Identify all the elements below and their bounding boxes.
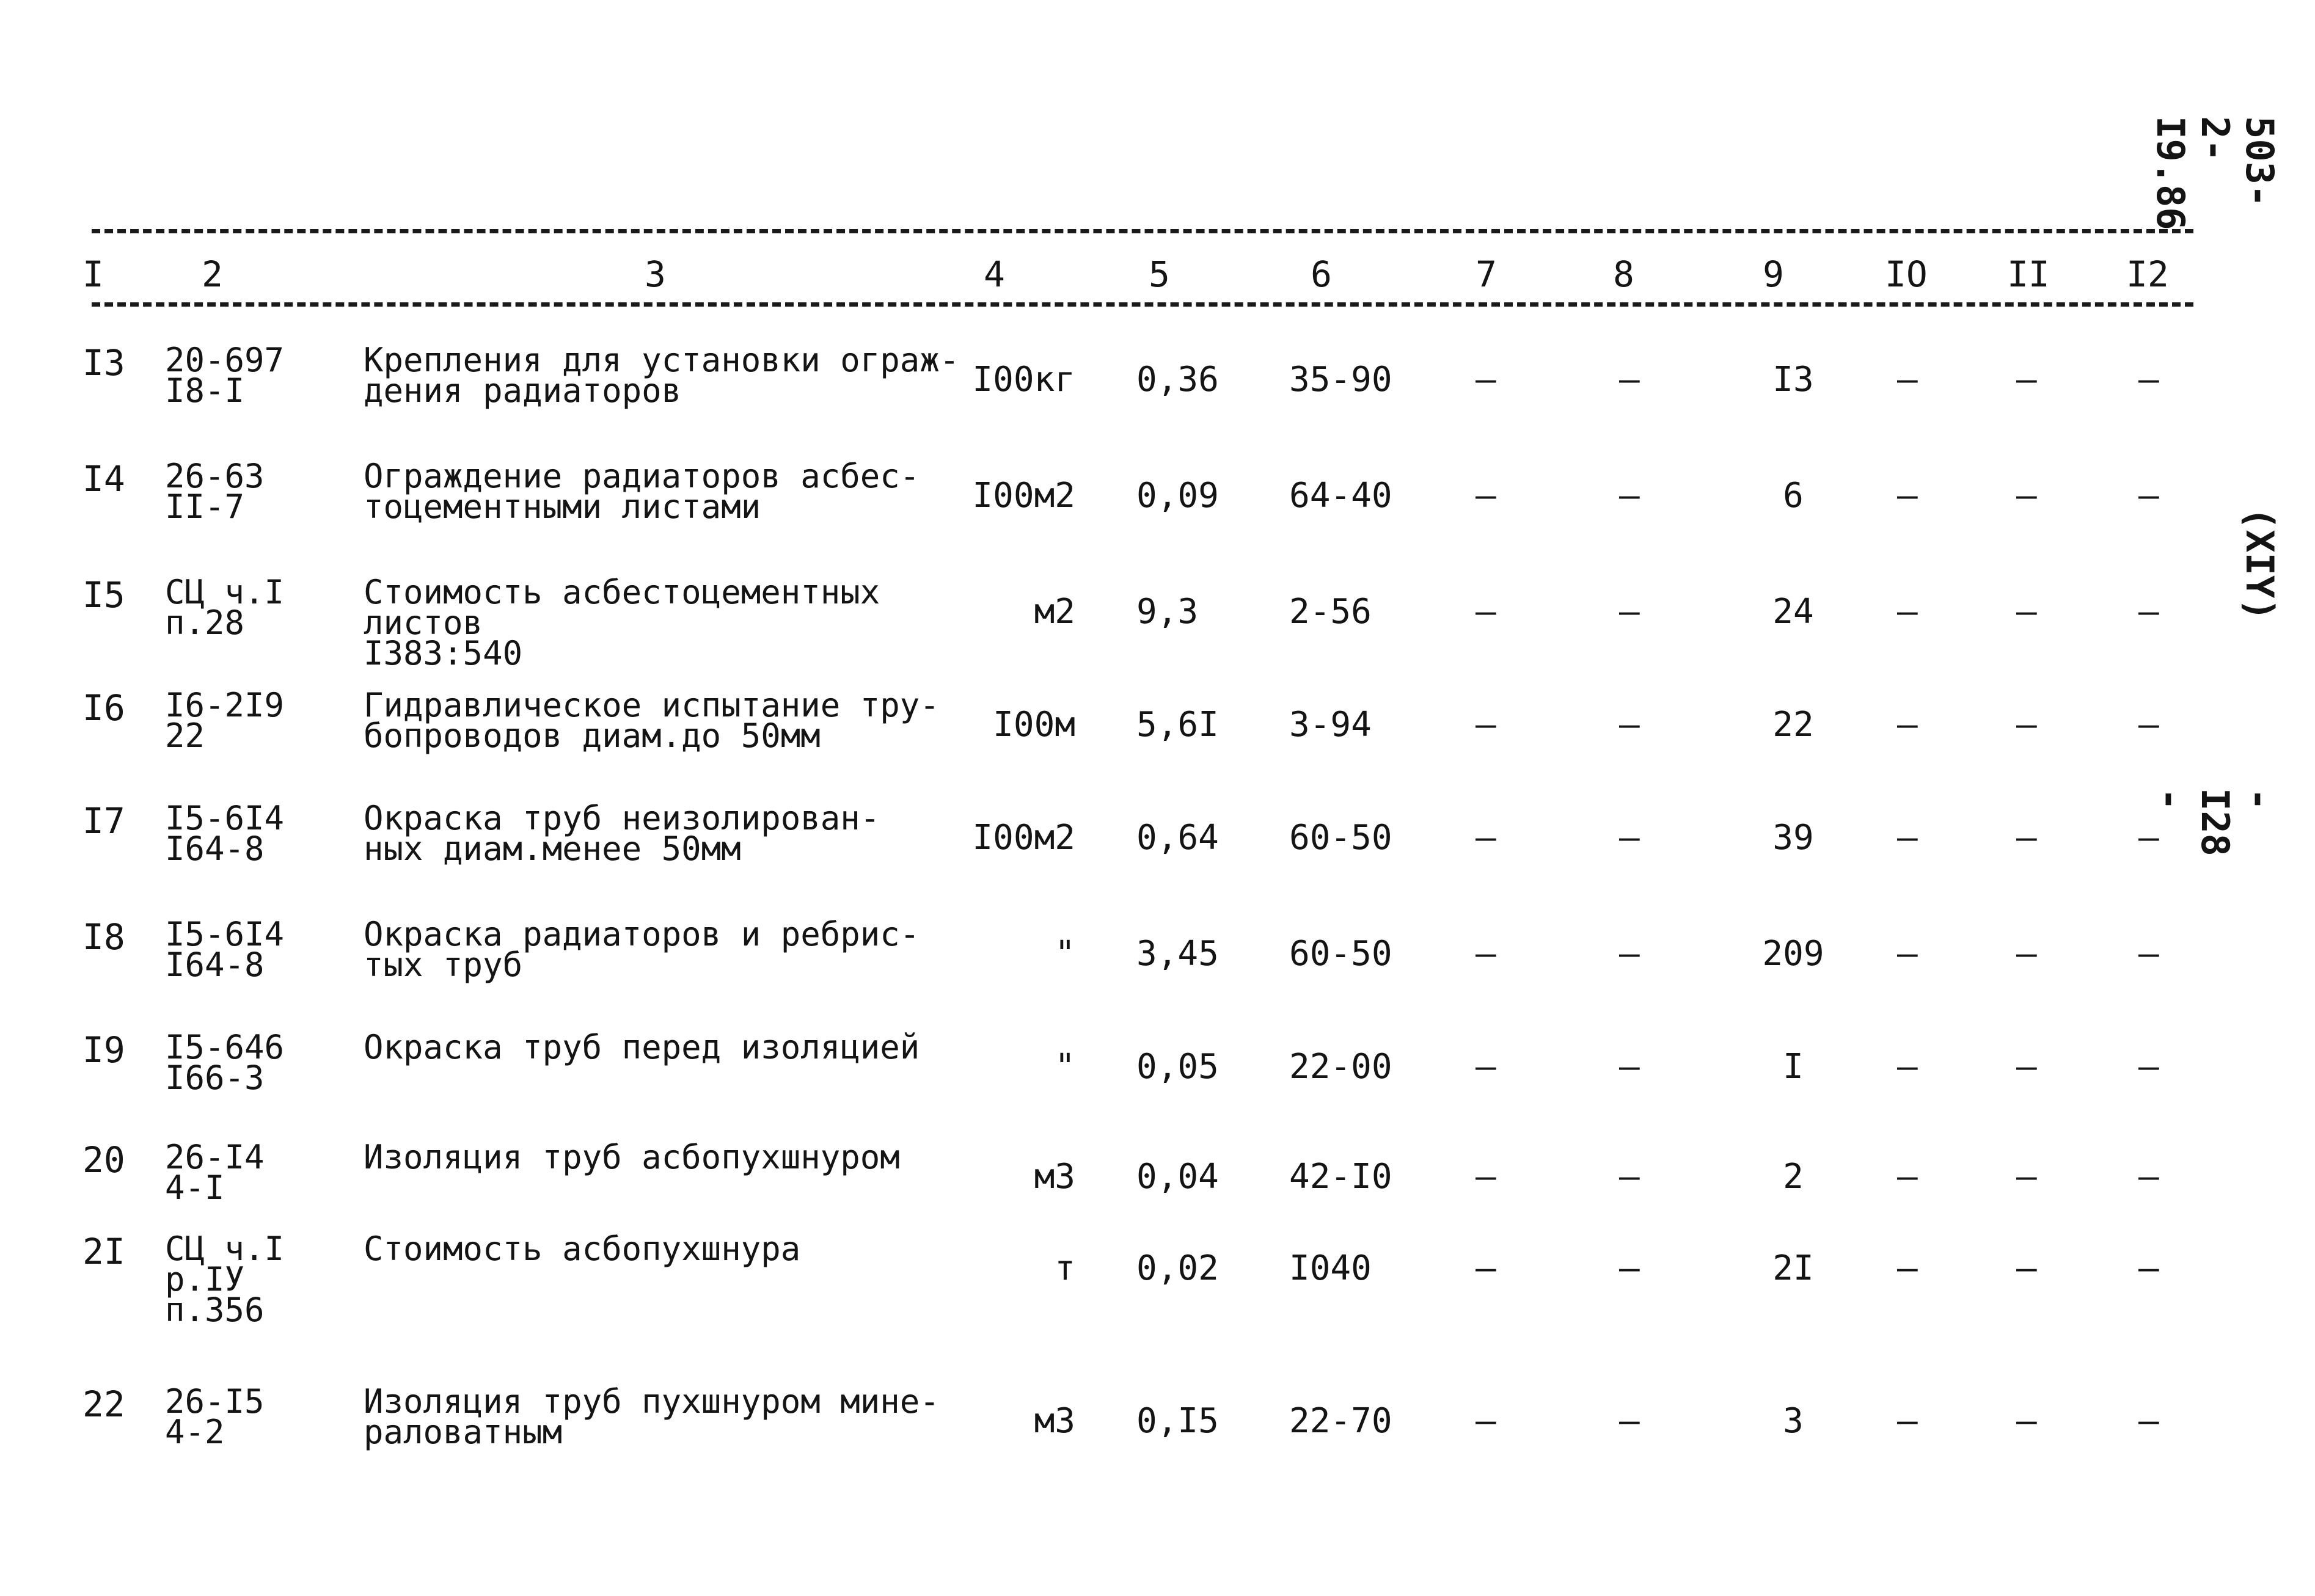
row-description-line: бопроводов диам.до 50мм xyxy=(364,716,821,755)
row-quantity: 0,02 xyxy=(1136,1248,1219,1288)
row-col10: – xyxy=(1897,1157,1918,1197)
col-header-1: I xyxy=(82,253,104,295)
row-col12: – xyxy=(2138,818,2159,858)
row-col10: – xyxy=(1897,592,1918,632)
row-description-line: Изоляция труб асбопухшнуром xyxy=(364,1138,900,1176)
row-number: I4 xyxy=(82,458,125,500)
row-unit-price: 60-50 xyxy=(1289,818,1392,858)
row-code-line: I64-8 xyxy=(165,829,265,868)
row-col9: I xyxy=(1783,1047,1804,1087)
col-header-9: 9 xyxy=(1763,253,1784,295)
row-description-line: Изоляция труб пухшнуром мине- xyxy=(364,1382,940,1421)
row-number: I3 xyxy=(82,342,125,384)
row-col8: – xyxy=(1619,1248,1640,1288)
row-quantity: 0,I5 xyxy=(1136,1401,1219,1441)
row-col9: 24 xyxy=(1772,592,1814,632)
row-code-line: II-7 xyxy=(165,487,245,526)
row-col12: – xyxy=(2138,934,2159,974)
row-col10: – xyxy=(1897,1401,1918,1441)
row-code-line: I5-646 xyxy=(165,1028,285,1066)
row-description-line: Гидравлическое испытание тру- xyxy=(364,686,940,724)
row-quantity: 0,64 xyxy=(1136,818,1219,858)
row-col11: – xyxy=(2016,1401,2037,1441)
row-description-line: тоцементными листами xyxy=(364,487,761,526)
row-code-line: р.IУ xyxy=(165,1260,245,1299)
row-description-line: Крепления для установки ограж- xyxy=(364,341,960,379)
row-col7: – xyxy=(1476,1248,1496,1288)
row-description-line: листов xyxy=(364,603,483,642)
row-code-line: 22 xyxy=(165,716,205,755)
side-page-number: - I28 - xyxy=(2148,788,2282,856)
side-doc-code: 503-2-I9.86 xyxy=(2148,116,2282,230)
row-number: I9 xyxy=(82,1029,125,1071)
row-col10: – xyxy=(1897,934,1918,974)
row-unit-price: I040 xyxy=(1289,1248,1372,1288)
row-unit: I00м2 xyxy=(972,818,1075,858)
col-header-4: 4 xyxy=(984,253,1005,295)
side-section: (XIY) xyxy=(2237,507,2282,621)
header-bottom-rule xyxy=(92,302,2193,307)
row-code-line: I6-2I9 xyxy=(165,686,285,724)
row-col12: – xyxy=(2138,705,2159,745)
row-col7: – xyxy=(1476,705,1496,745)
row-quantity: 3,45 xyxy=(1136,934,1219,974)
row-col11: – xyxy=(2016,1157,2037,1197)
row-description-line: тых труб xyxy=(364,946,523,984)
row-col10: – xyxy=(1897,1047,1918,1087)
col-header-8: 8 xyxy=(1613,253,1634,295)
row-col11: – xyxy=(2016,934,2037,974)
row-number: I7 xyxy=(82,800,125,842)
row-col11: – xyxy=(2016,818,2037,858)
row-unit: м3 xyxy=(1034,1401,1075,1441)
row-col11: – xyxy=(2016,1248,2037,1288)
row-col7: – xyxy=(1476,818,1496,858)
row-col9: 22 xyxy=(1772,705,1814,745)
row-col9: 209 xyxy=(1762,934,1824,974)
row-col7: – xyxy=(1476,934,1496,974)
col-header-3: 3 xyxy=(645,253,666,295)
row-col10: – xyxy=(1897,818,1918,858)
row-description-line: Окраска труб неизолирован- xyxy=(364,799,880,837)
row-unit-price: 2-56 xyxy=(1289,592,1372,632)
row-number: 22 xyxy=(82,1383,125,1425)
row-unit: I00м xyxy=(993,705,1075,745)
row-unit: " xyxy=(1055,1047,1075,1087)
row-col8: – xyxy=(1619,1047,1640,1087)
row-code-line: I5-6I4 xyxy=(165,915,285,953)
row-unit-price: 3-94 xyxy=(1289,705,1372,745)
row-col11: – xyxy=(2016,476,2037,516)
col-header-7: 7 xyxy=(1476,253,1497,295)
row-col11: – xyxy=(2016,592,2037,632)
row-code-line: СЦ ч.I xyxy=(165,573,285,611)
header-top-rule xyxy=(92,229,2193,233)
col-header-6: 6 xyxy=(1311,253,1332,295)
row-col10: – xyxy=(1897,1248,1918,1288)
row-col12: – xyxy=(2138,1248,2159,1288)
row-quantity: 0,36 xyxy=(1136,360,1219,399)
row-col7: – xyxy=(1476,1047,1496,1087)
row-description-line: Окраска радиаторов и ребрис- xyxy=(364,915,920,953)
row-unit: м2 xyxy=(1034,592,1075,632)
row-unit-price: 35-90 xyxy=(1289,360,1392,399)
row-quantity: 0,04 xyxy=(1136,1157,1219,1197)
row-description-line: Стоимость асбопухшнура xyxy=(364,1230,801,1268)
row-unit-price: 60-50 xyxy=(1289,934,1392,974)
row-col8: – xyxy=(1619,360,1640,399)
row-col10: – xyxy=(1897,360,1918,399)
row-code-line: 26-I4 xyxy=(165,1138,265,1176)
row-unit: " xyxy=(1055,934,1075,974)
row-description-line: Окраска труб перед изоляцией xyxy=(364,1028,920,1066)
row-col12: – xyxy=(2138,1047,2159,1087)
row-unit: т xyxy=(1055,1248,1075,1288)
row-col9: 2I xyxy=(1772,1248,1814,1288)
row-quantity: 9,3 xyxy=(1136,592,1199,632)
row-description-line: Ограждение радиаторов асбес- xyxy=(364,457,920,495)
row-unit: I00м2 xyxy=(972,476,1075,516)
row-unit: I00кг xyxy=(972,360,1075,399)
row-code-line: 26-63 xyxy=(165,457,265,495)
row-col8: – xyxy=(1619,1401,1640,1441)
row-description-line: дения радиаторов xyxy=(364,371,682,410)
row-col8: – xyxy=(1619,934,1640,974)
row-code-line: СЦ ч.I xyxy=(165,1230,285,1268)
col-header-10: IO xyxy=(1885,253,1928,295)
row-col11: – xyxy=(2016,705,2037,745)
row-unit-price: 22-70 xyxy=(1289,1401,1392,1441)
row-code-line: I66-3 xyxy=(165,1059,265,1097)
row-col9: 3 xyxy=(1783,1401,1804,1441)
row-col9: 2 xyxy=(1783,1157,1804,1197)
row-col8: – xyxy=(1619,1157,1640,1197)
row-code-line: I5-6I4 xyxy=(165,799,285,837)
row-unit: м3 xyxy=(1034,1157,1075,1197)
col-header-5: 5 xyxy=(1149,253,1170,295)
row-code-line: п.28 xyxy=(165,603,245,642)
row-col12: – xyxy=(2138,476,2159,516)
row-col8: – xyxy=(1619,592,1640,632)
row-col11: – xyxy=(2016,360,2037,399)
row-col7: – xyxy=(1476,360,1496,399)
row-description-line: I383:540 xyxy=(364,634,523,672)
row-description-line: Стоимость асбестоцементных xyxy=(364,573,880,611)
row-col7: – xyxy=(1476,592,1496,632)
row-code-line: 26-I5 xyxy=(165,1382,265,1421)
row-quantity: 0,05 xyxy=(1136,1047,1219,1087)
row-code-line: 20-697 xyxy=(165,341,285,379)
row-number: 2I xyxy=(82,1231,125,1272)
row-col9: 6 xyxy=(1783,476,1804,516)
row-col11: – xyxy=(2016,1047,2037,1087)
row-unit-price: 64-40 xyxy=(1289,476,1392,516)
row-col7: – xyxy=(1476,1157,1496,1197)
row-code-line: I8-I xyxy=(165,371,245,410)
row-number: I5 xyxy=(82,574,125,616)
row-unit-price: 22-00 xyxy=(1289,1047,1392,1087)
row-number: I8 xyxy=(82,916,125,958)
row-col8: – xyxy=(1619,705,1640,745)
row-col9: I3 xyxy=(1772,360,1814,399)
row-code-line: п.356 xyxy=(165,1291,265,1329)
col-header-2: 2 xyxy=(202,253,223,295)
row-col12: – xyxy=(2138,592,2159,632)
row-number: 20 xyxy=(82,1139,125,1181)
row-col7: – xyxy=(1476,1401,1496,1441)
row-quantity: 5,6I xyxy=(1136,705,1219,745)
row-code-line: 4-2 xyxy=(165,1413,225,1451)
row-number: I6 xyxy=(82,687,125,729)
row-col12: – xyxy=(2138,360,2159,399)
row-col12: – xyxy=(2138,1157,2159,1197)
row-description-line: раловатным xyxy=(364,1413,563,1451)
col-header-12: I2 xyxy=(2126,253,2169,295)
col-header-11: II xyxy=(2007,253,2050,295)
row-col7: – xyxy=(1476,476,1496,516)
row-col8: – xyxy=(1619,476,1640,516)
row-col10: – xyxy=(1897,476,1918,516)
row-code-line: I64-8 xyxy=(165,946,265,984)
row-col12: – xyxy=(2138,1401,2159,1441)
row-description-line: ных диам.менее 50мм xyxy=(364,829,741,868)
row-quantity: 0,09 xyxy=(1136,476,1219,516)
row-unit-price: 42-I0 xyxy=(1289,1157,1392,1197)
row-code-line: 4-I xyxy=(165,1168,225,1207)
row-col9: 39 xyxy=(1772,818,1814,858)
row-col10: – xyxy=(1897,705,1918,745)
row-col8: – xyxy=(1619,818,1640,858)
